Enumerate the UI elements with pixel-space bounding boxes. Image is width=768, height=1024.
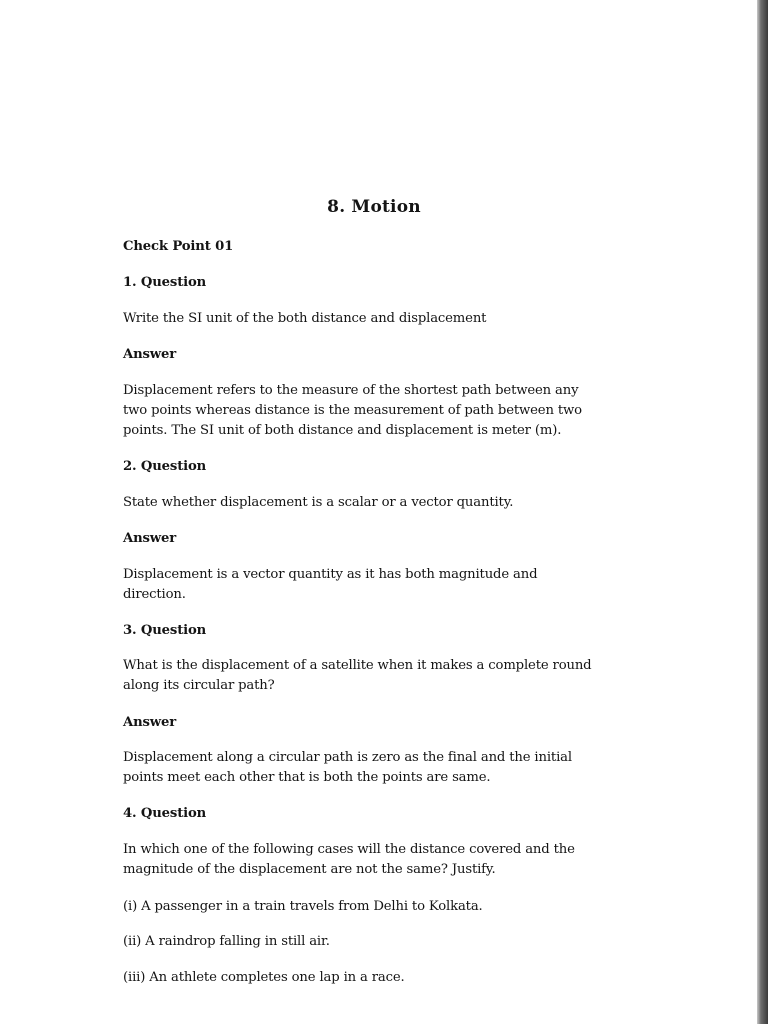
answer-1-line: two points whereas distance is the measurement of path between two [123,403,582,418]
answer-3-text [123,748,631,788]
answer-2-line: direction. [123,587,186,602]
answer-1-line: points. The SI unit of both distance and displacement is meter (m). [123,423,562,438]
question-4-line: magnitude of the displacement are not the same? Justify. [123,862,496,877]
question-3-text [123,656,631,696]
question-2-text [123,493,631,513]
question-4-option-1: (i) A passenger in a train travels from Delhi to Kolkata. [123,899,483,914]
answer-1-label: Answer [123,347,177,362]
question-1-heading: 1. Question [123,275,207,290]
question-3-line: What is the displacement of a satellite when it makes a complete round [123,658,592,673]
answer-2-text [123,565,631,605]
answer-3-line: Displacement along a circular path is zero as the final and the initial [123,750,572,765]
question-4-text [123,840,631,880]
question-3-line: along its circular path? [123,678,275,693]
question-4-heading: 4. Question [123,806,207,821]
answer-3-line: points meet each other that is both the points are same. [123,770,491,785]
question-2-heading: 2. Question [123,459,207,474]
question-1-line: Write the SI unit of the both distance and displacement [123,311,487,326]
checkpoint-heading: Check Point 01 [123,239,234,254]
question-4-option-3: (iii) An athlete completes one lap in a race. [123,970,405,985]
question-2-line: State whether displacement is a scalar or a vector quantity. [123,495,514,510]
answer-2-label: Answer [123,531,177,546]
answer-3-label: Answer [123,715,177,730]
question-4-line: In which one of the following cases will the distance covered and the [123,842,575,857]
answer-1-text [123,381,631,441]
page-edge-shadow [757,0,768,1024]
question-4-option-2: (ii) A raindrop falling in still air. [123,934,330,949]
question-3-heading: 3. Question [123,623,207,638]
question-1-text [123,309,631,329]
answer-1-line: Displacement refers to the measure of the shortest path between any [123,383,579,398]
page-title: 8. Motion [327,197,421,217]
answer-2-line: Displacement is a vector quantity as it has both magnitude and [123,567,538,582]
